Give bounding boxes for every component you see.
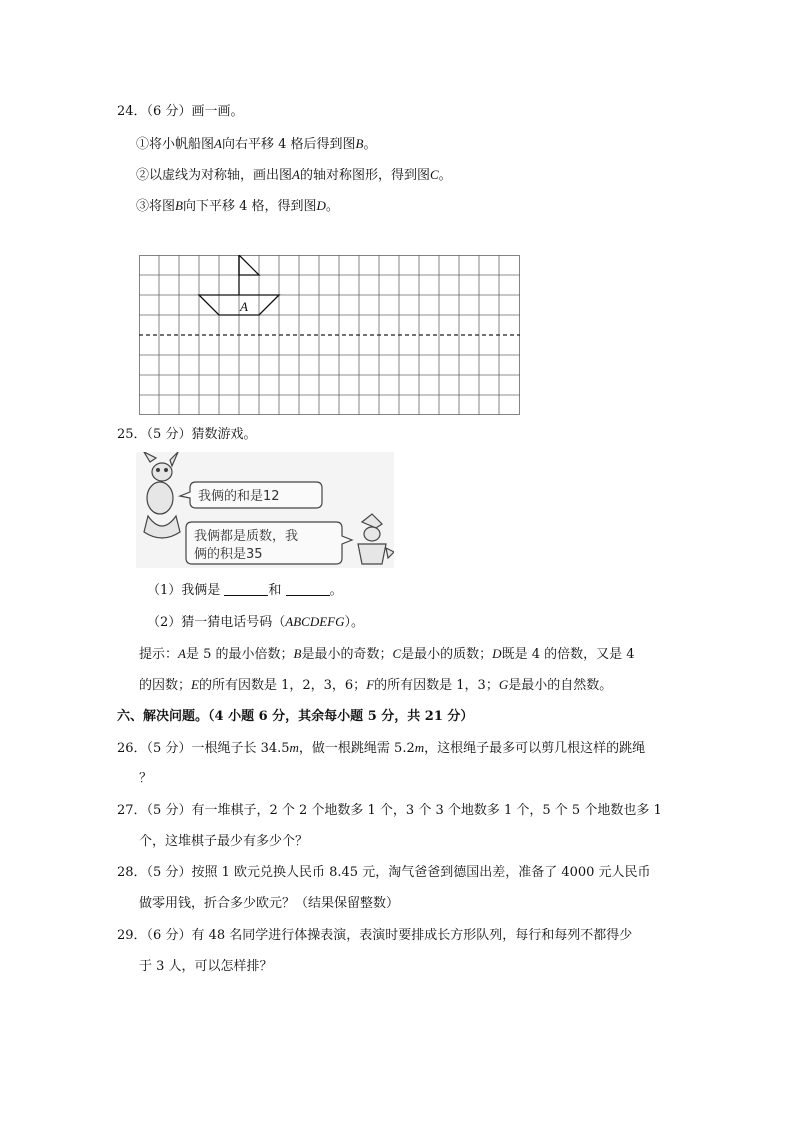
- answer-blank-2[interactable]: [286, 581, 330, 596]
- q25-title: 25．（5 分）猜数游戏。: [117, 427, 257, 442]
- guessing-game-illustration: [136, 452, 394, 568]
- q24-step3: ③将图B向下平移 4 格，得到图D。: [136, 198, 339, 214]
- q27-line1: 27．（5 分）有一堆棋子，2 个 2 个地数多 1 个，3 个 3 个地数多 1 个，5 个 5 个地数也多 1: [117, 803, 662, 818]
- q24-step2: ②以虚线为对称轴，画出图A的轴对称图形，得到图C。: [136, 167, 452, 183]
- answer-blank-1[interactable]: [224, 581, 268, 596]
- q26-line1: 26．（5 分）一根绳子长 34.5m，做一根跳绳需 5.2m，这根绳子最多可以剪几根这样的跳绳: [117, 740, 646, 756]
- q25-part1: （1）我俩是 和 。: [147, 583, 343, 598]
- svg-text:俩的积是35: 俩的积是35: [194, 547, 263, 562]
- svg-text:我俩都是质数，我: 我俩都是质数，我: [194, 529, 299, 544]
- svg-text:我俩的和是12: 我俩的和是12: [198, 489, 280, 504]
- q29-line1: 29．（6 分）有 48 名同学进行体操表演，表演时要排成长方形队列，每行和每列不都得少: [117, 928, 633, 943]
- q27-line2: 个，这堆棋子最少有多少个？: [139, 834, 309, 849]
- boat-label: A: [240, 299, 248, 314]
- section-6-title: 六、解决问题。（4 小题 6 分，其余每小题 5 分，共 21 分）: [117, 709, 474, 724]
- q25-part2: （2）猜一猜电话号码（ABCDEFG）。: [147, 614, 365, 630]
- q29-line2: 于 3 人，可以怎样排？: [139, 959, 273, 974]
- speech-bubble-1: [180, 482, 322, 508]
- q24-title: 24．（6 分）画一画。: [117, 104, 244, 119]
- q26-line2: ？: [139, 771, 153, 786]
- q24-step1: ①将小帆船图A向右平移 4 格后得到图B。: [136, 136, 377, 152]
- speech-bubble-2: [186, 522, 352, 564]
- q25-hint-line2: 的因数；E的所有因数是 1，2，3，6；F的所有因数是 1，3；G是最小的自然数。: [139, 677, 613, 693]
- q28-line1: 28．（5 分）按照 1 欧元兑换人民币 8.45 元，淘气爸爸到德国出差，准备了 4000 元人民币: [117, 865, 651, 880]
- q25-hint-line1: 提示：A是 5 的最小倍数；B是最小的奇数；C是最小的质数；D既是 4 的倍数，又是 4: [139, 646, 635, 662]
- drawing-grid: [139, 255, 520, 415]
- q28-line2: 做零用钱，折合多少欧元？（结果保留整数）: [139, 896, 400, 911]
